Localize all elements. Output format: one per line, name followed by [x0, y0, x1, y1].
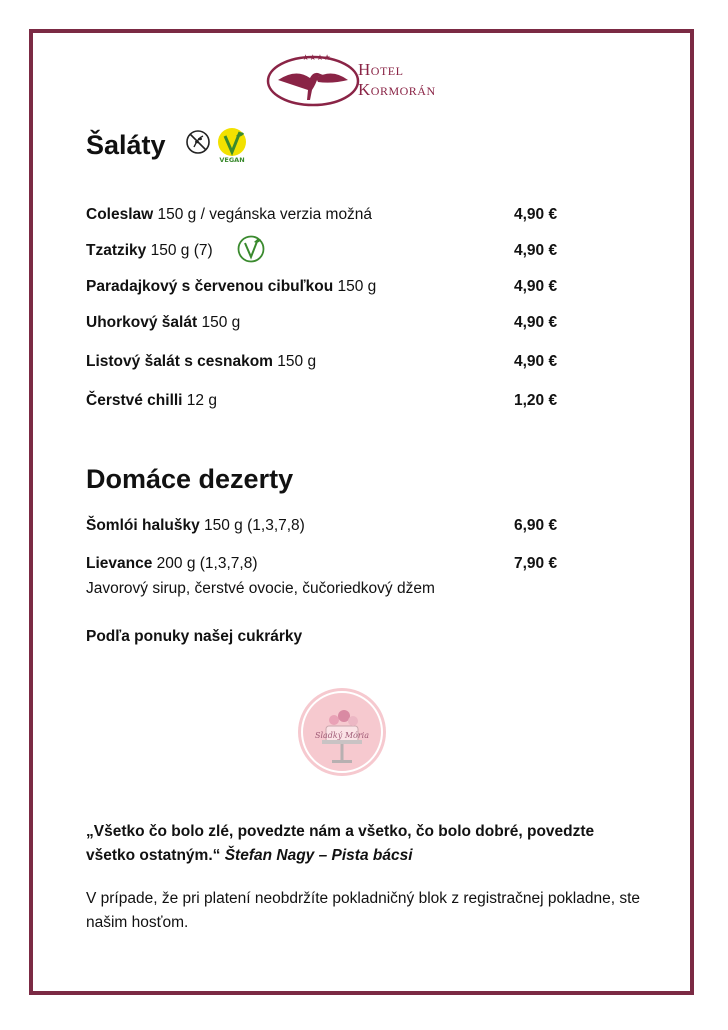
pastry-chef-note: Podľa ponuky našej cukrárky: [86, 628, 303, 645]
item-price: 4,90 €: [514, 242, 558, 259]
quote-text: „Všetko čo bolo zlé, povedzte nám a všetko, čo bolo dobré, povedzte všetko ostatným.“: [86, 823, 595, 864]
quote: [86, 820, 646, 868]
item-name: Tzatziky: [86, 242, 147, 259]
receipt-note: V prípade, že pri platení neobdržíte pokladničný blok z registračnej pokladne, ste našim hosťom.: [86, 890, 641, 931]
hotel-name-line2: Kormorán: [358, 80, 436, 99]
item-name: Listový šalát s cesnakom: [86, 353, 273, 370]
item-name: Šomlói halušky: [86, 517, 200, 534]
item-detail: 200 g (1,3,7,8): [152, 555, 258, 572]
vegan-v-icon: [236, 234, 266, 264]
item-name: Uhorkový šalát: [86, 314, 198, 331]
quote-author: Štefan Nagy – Pista bácsi: [224, 847, 413, 864]
item-price: 4,90 €: [514, 278, 558, 295]
item-name: Paradajkový s červenou cibuľkou: [86, 278, 334, 295]
item-price: 1,20 €: [514, 392, 558, 409]
menu-item: [86, 206, 576, 224]
desserts-title: Domáce dezerty: [86, 464, 294, 494]
item-price: 4,90 €: [514, 206, 558, 223]
item-detail: 150 g: [272, 353, 317, 370]
item-name: Čerstvé chilli: [86, 392, 183, 409]
item-price: 4,90 €: [514, 314, 558, 331]
item-detail: 150 g (1,3,7,8): [199, 517, 305, 534]
item-detail: 150 g: [197, 314, 241, 331]
vegan-badge-icon: [216, 126, 248, 164]
menu-item: [86, 392, 576, 410]
item-name: Lievance: [86, 555, 153, 572]
vegan-badge-label: VEGAN: [219, 156, 245, 164]
menu-item: [86, 278, 576, 296]
menu-item: [86, 517, 576, 535]
item-name: Coleslaw: [86, 206, 154, 223]
item-subtext: Javorový sirup, čerstvé ovocie, čučoriedkový džem: [86, 580, 435, 597]
item-price: 6,90 €: [514, 517, 558, 534]
bakery-logo-text: Sladký Mória: [315, 731, 369, 740]
bakery-logo: [296, 686, 388, 778]
item-detail: 150 g (7): [146, 242, 213, 259]
hotel-name: [358, 60, 436, 100]
menu-item: [86, 242, 576, 260]
salads-title: Šaláty: [86, 130, 166, 160]
item-price: 7,90 €: [514, 555, 558, 572]
item-detail: 150 g / vegánska verzia možná: [153, 206, 373, 223]
item-detail: 12 g: [182, 392, 217, 409]
item-price: 4,90 €: [514, 353, 558, 370]
item-detail: 150 g: [333, 278, 377, 295]
svg-text:★★★★: ★★★★: [302, 53, 331, 62]
hotel-name-line1: Hotel: [358, 60, 404, 79]
gluten-free-icon: [184, 128, 212, 156]
menu-item: [86, 353, 576, 371]
menu-item: [86, 314, 576, 332]
menu-item: [86, 555, 576, 573]
